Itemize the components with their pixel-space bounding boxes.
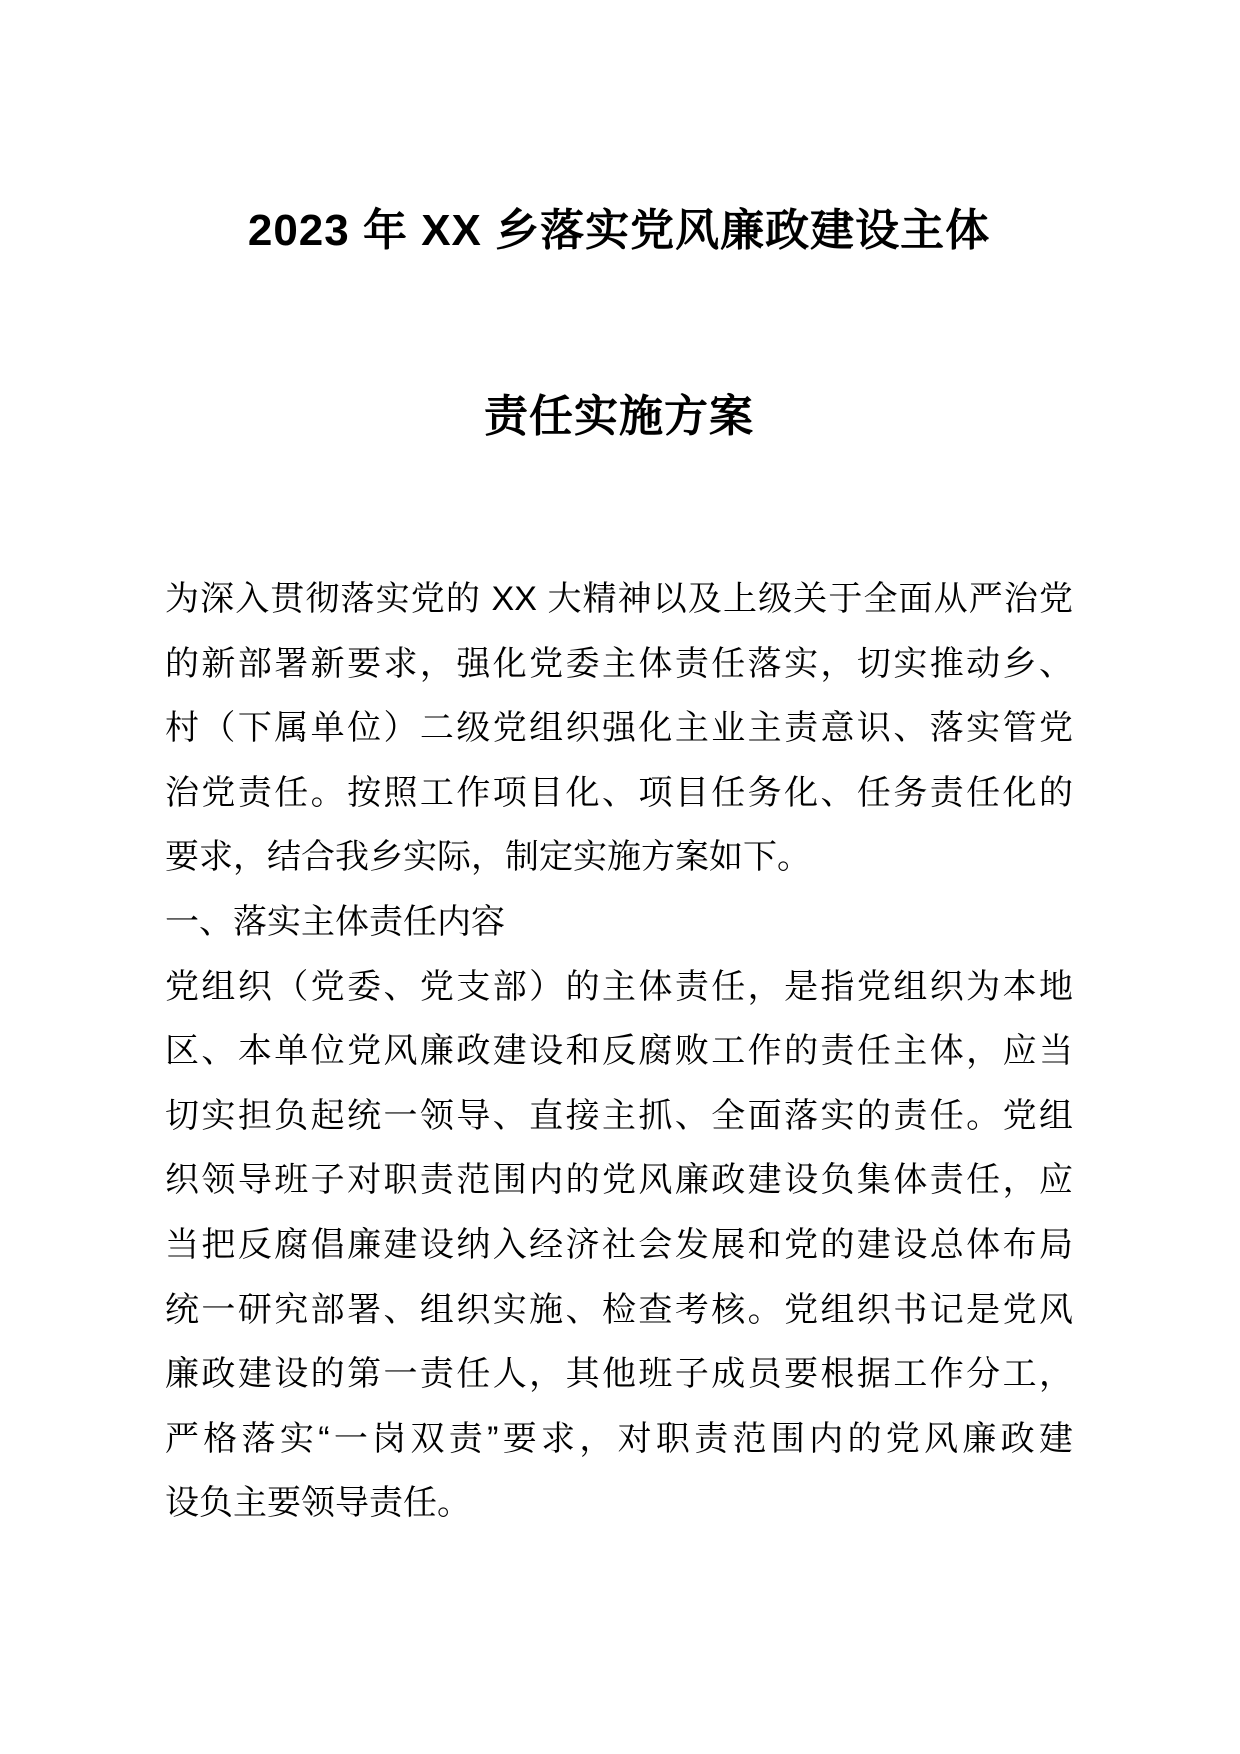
body-line: 为深入贯彻落实党的 XX 大精神以及上级关于全面从严治党 (165, 580, 1073, 618)
section-heading: 一、落实主体责任内容 (165, 902, 505, 941)
document-title (165, 138, 1073, 510)
body-line: 廉政建设的第一责任人，其他班子成员要根据工作分工， (165, 1355, 1073, 1394)
body-line: 治党责任。按照工作项目化、项目任务化、任务责任化的 (165, 773, 1073, 812)
document-title-line1: 2023 年 XX 乡落实党风廉政建设主体 (247, 206, 991, 255)
body-line: 区、本单位党风廉政建设和反腐败工作的责任主体，应当 (165, 1032, 1073, 1071)
body-line: 村（下属单位）二级党组织强化主业主责意识、落实管党 (165, 709, 1073, 748)
body-line: 党组织（党委、党支部）的主体责任，是指党组织为本地 (165, 967, 1073, 1006)
body-line: 当把反腐倡廉建设纳入经济社会发展和党的建设总体布局 (165, 1225, 1073, 1264)
body-line: 织领导班子对职责范围内的党风廉政建设负集体责任，应 (165, 1161, 1073, 1200)
body-line: 设负主要领导责任。 (165, 1484, 471, 1523)
document-title-line2: 责任实施方案 (484, 392, 754, 441)
body-line: 统一研究部署、组织实施、检查考核。党组织书记是党风 (165, 1290, 1073, 1329)
body-line: 切实担负起统一领导、直接主抓、全面落实的责任。党组 (165, 1096, 1073, 1135)
paragraph-responsibility (165, 955, 1073, 1536)
paragraph-intro (165, 567, 1073, 890)
body-line: 要求，结合我乡实际，制定实施方案如下。 (165, 838, 811, 877)
document-body (165, 567, 1073, 1536)
body-line: 严格落实“一岗双责”要求，对职责范围内的党风廉政建 (165, 1419, 1073, 1458)
body-line: 的新部署新要求，强化党委主体责任落实，切实推动乡、 (165, 644, 1073, 683)
